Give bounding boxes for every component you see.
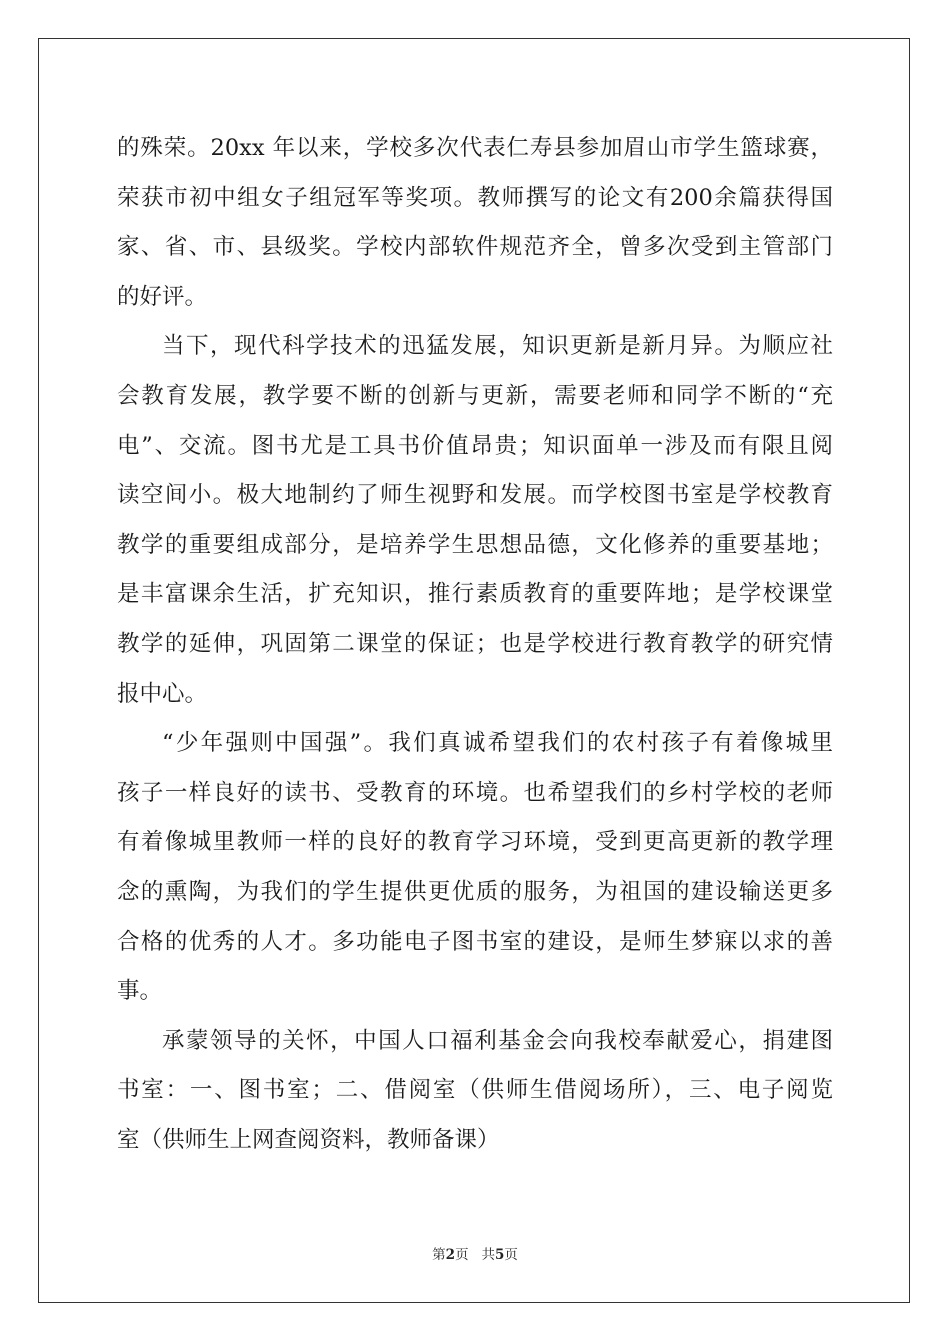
text-line: 是丰富课余生活，扩充知识，推行素质教育的重要阵地；是学校课堂 (117, 581, 833, 608)
text-line: 荣获市初中组女子组冠军等奖项。教师撰写的论文有200余篇获得国 (117, 184, 833, 211)
text-line: 书室：一、图书室；二、借阅室（供师生借阅场所），三、电子阅览 (117, 1077, 833, 1104)
text-line: 会教育发展，教学要不断的创新与更新，需要老师和同学不断的“充 (117, 382, 833, 409)
text-line: 的殊荣。20xx 年以来，学校多次代表仁寿县参加眉山市学生篮球赛， (117, 135, 833, 161)
page-number: 2 (445, 1247, 456, 1263)
text-line: 室（供师生上网查阅资料，教师备课） (117, 1126, 500, 1153)
text-line: 教学的延伸，巩固第二课堂的保证；也是学校进行教育教学的研究情 (117, 630, 833, 657)
text-line: 合格的优秀的人才。多功能电子图书室的建设，是师生梦寐以求的善 (117, 928, 833, 955)
paragraph (117, 1017, 833, 1166)
total-pages: 5 (494, 1247, 505, 1263)
text-line: 教学的重要组成部分，是培养学生思想品德，文化修养的重要基地； (117, 531, 833, 558)
text-line: 读空间小。极大地制约了师生视野和发展。而学校图书室是学校教育 (117, 482, 833, 509)
total-suffix: 页 (504, 1247, 518, 1263)
text-line: 电”、交流。图书尤是工具书价值昂贵；知识面单一涉及而有限且阅 (117, 432, 833, 459)
text-line: 当下，现代科学技术的迅猛发展，知识更新是新月异。为顺应社 (162, 333, 833, 360)
text-line: 的好评。 (117, 283, 208, 310)
page-footer (0, 1243, 950, 1263)
text-line: 念的熏陶，为我们的学生提供更优质的服务，为祖国的建设输送更多 (117, 878, 833, 905)
text-line: 有着像城里教师一样的良好的教育学习环境，受到更高更新的教学理 (117, 829, 833, 856)
text-line: 家、省、市、县级奖。学校内部软件规范齐全，曾多次受到主管部门 (117, 234, 833, 261)
text-line: 承蒙领导的关怀，中国人口福利基金会向我校奉献爱心，捐建图 (162, 1027, 833, 1054)
paragraph (117, 322, 833, 719)
page-suffix: 页 (455, 1247, 469, 1263)
text-line: 事。 (117, 978, 163, 1005)
page-prefix: 第 (432, 1247, 446, 1263)
paragraph (117, 124, 833, 322)
text-line: 孩子一样良好的读书、受教育的环境。也希望我们的乡村学校的老师 (117, 779, 833, 806)
text-line: “少年强则中国强”。我们真诚希望我们的农村孩子有着像城里 (162, 730, 833, 757)
text-line: 报中心。 (117, 680, 208, 707)
paragraph (117, 719, 833, 1017)
total-prefix: 共 (481, 1247, 495, 1263)
document-body (117, 124, 833, 1165)
